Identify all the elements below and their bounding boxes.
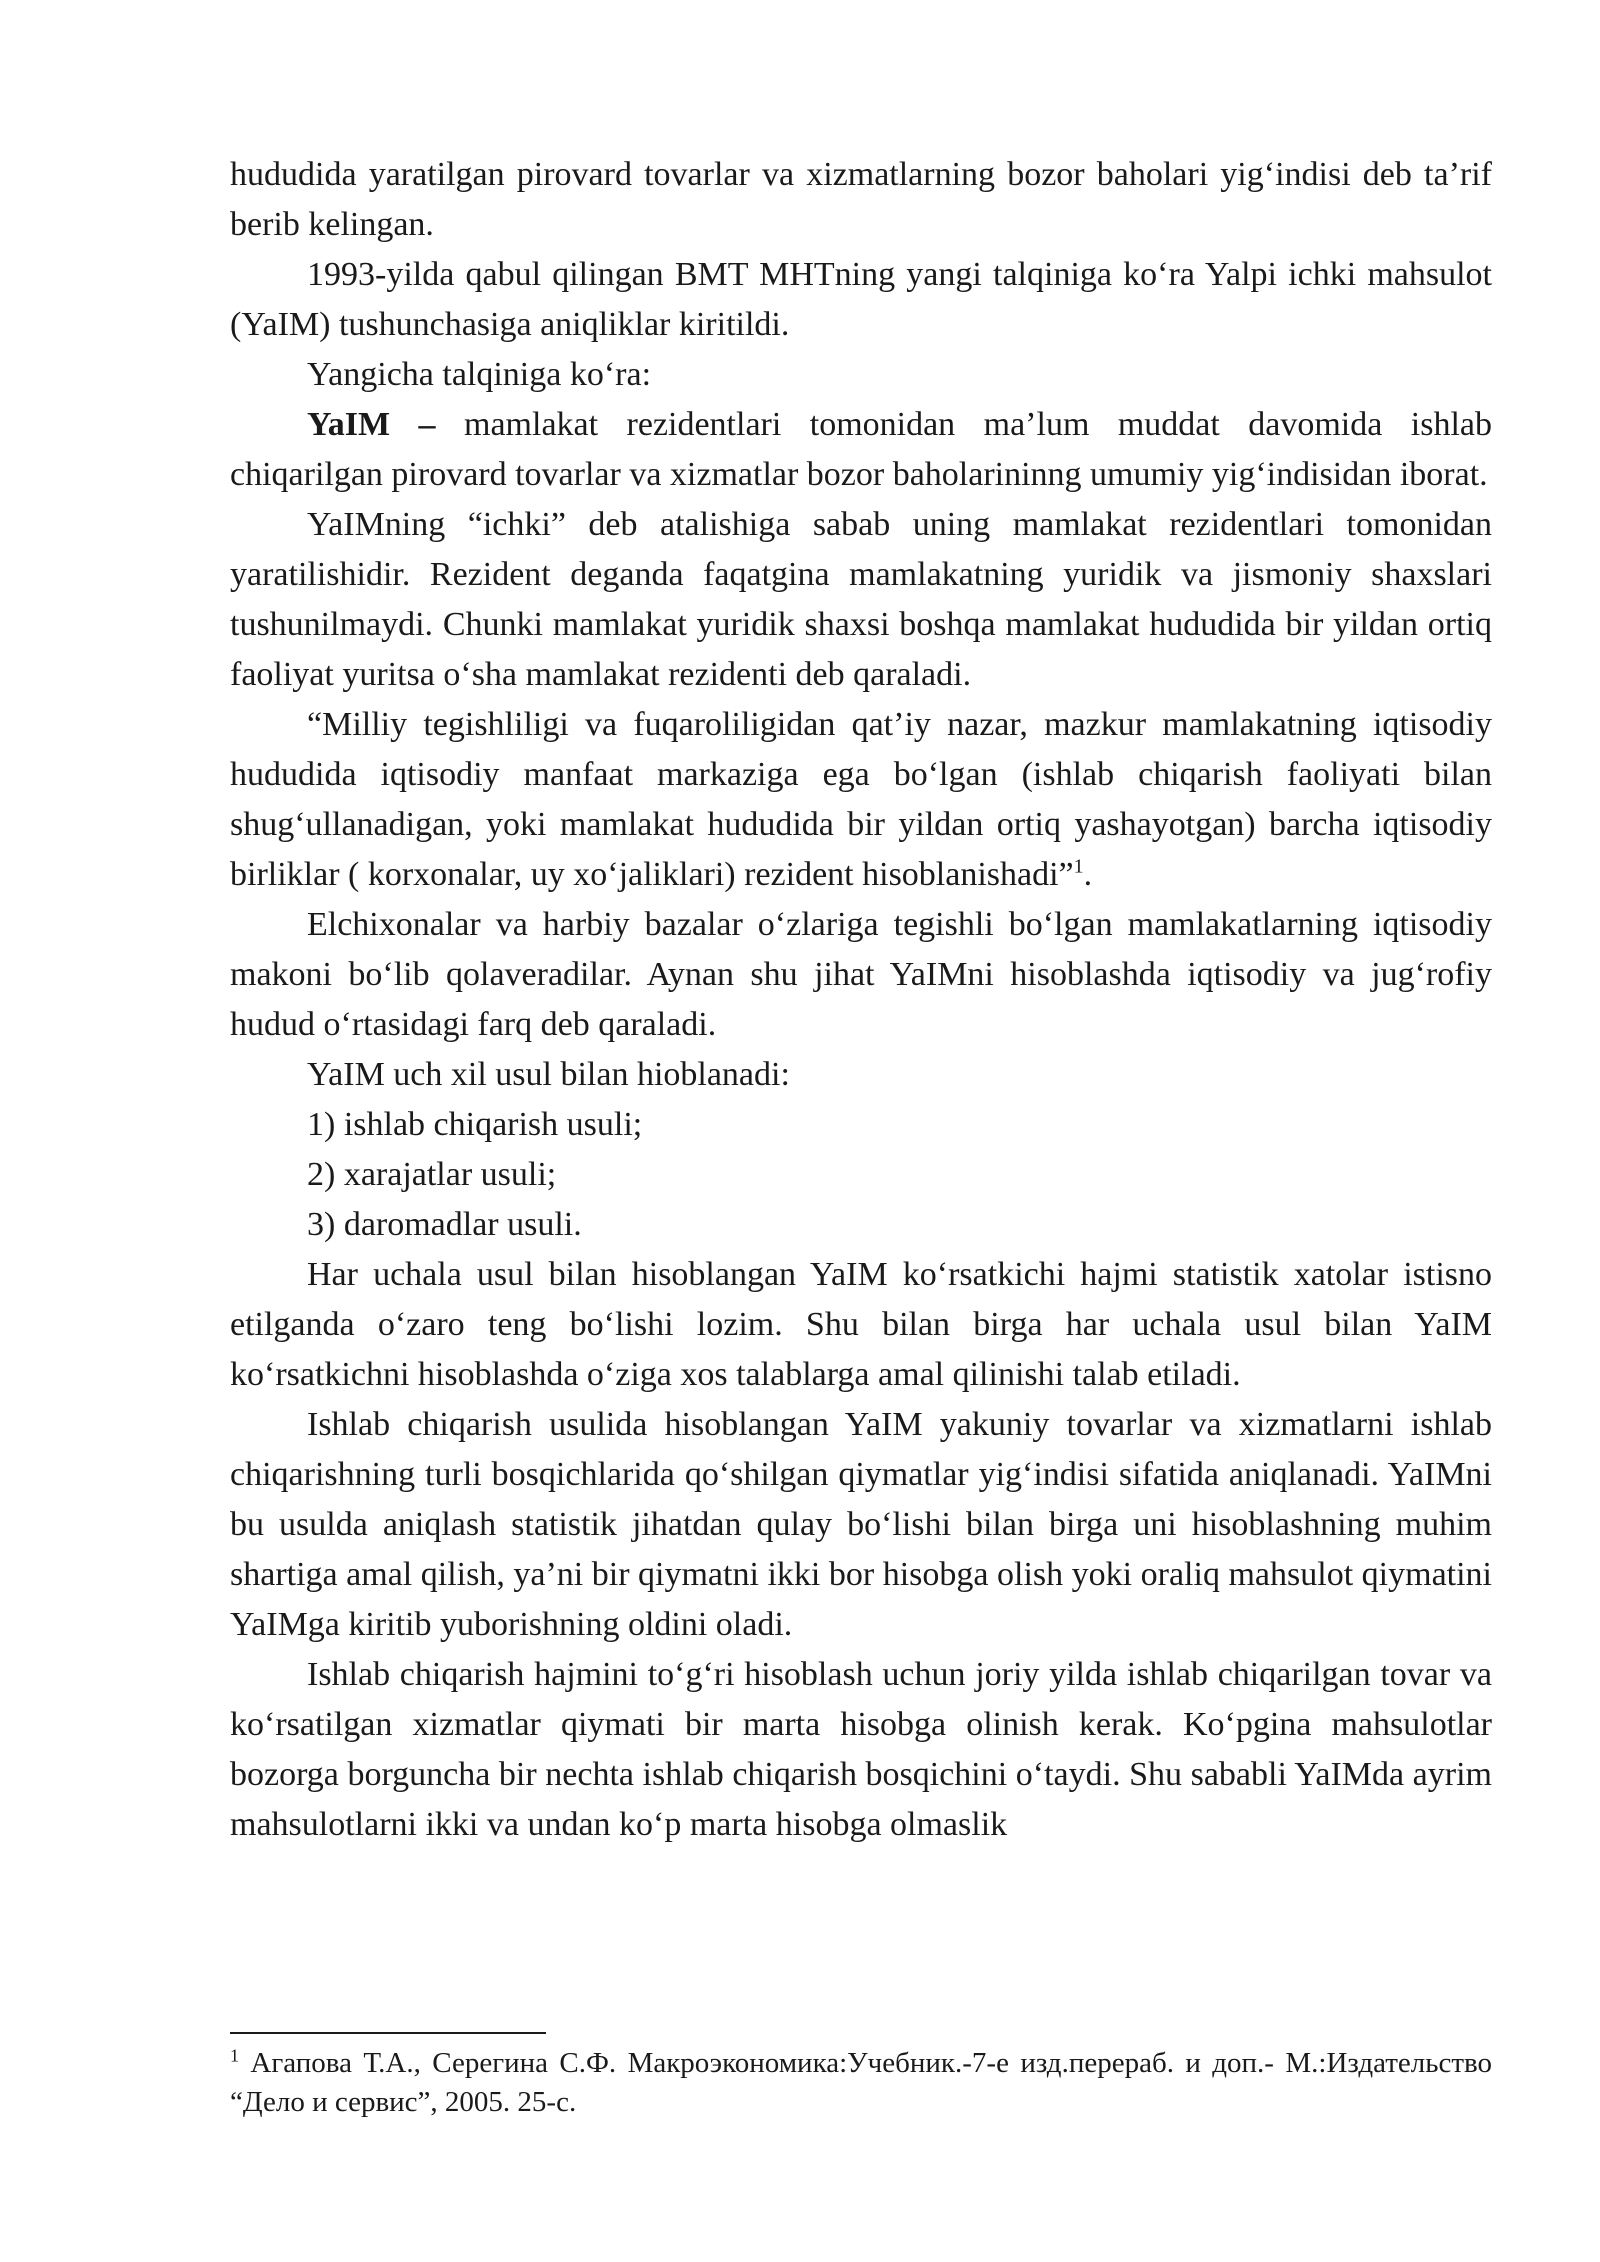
list-item: 2) xarajatlar usuli; xyxy=(307,1156,557,1193)
paragraph-continuation: hududida yaratilgan pirovard tovarlar va xizmatlarning bozor baholari yig‘indisi deb ta’rif berib kelingan. xyxy=(230,156,1492,243)
footnote-divider xyxy=(230,2032,546,2034)
paragraph-three-methods: YaIM uch xil usul bilan hioblanadi: xyxy=(307,1056,790,1093)
paragraph-bmt-definition: 1993-yilda qabul qilingan BMT MHTning yangi talqiniga ko‘ra Yalpi ichki mahsulot (YaIM) tushunchasiga aniqliklar kiritildi. xyxy=(230,256,1492,343)
footnote xyxy=(230,2044,1492,2122)
list-item: 1) ishlab chiqarish usuli; xyxy=(307,1106,643,1143)
list-item: 3) daromadlar usuli. xyxy=(307,1206,582,1243)
quote-text: “Milliy tegishliligi va fuqaroliligidan qat’iy nazar, mazkur mamlakatning iqtisodiy hududida iqtisodiy manfaat markaziga ega bo‘lgan (ishlab chiqarish faoliyati bilan shug‘ullanadigan, yoki mamlakat hududida bir yildan ortiq yashayotgan) barcha iqtisodiy birliklar ( korxonalar, uy xo‘jaliklari) rezident hisoblanishadi” xyxy=(230,706,1492,893)
paragraph-resident-quote xyxy=(230,700,1492,900)
paragraph-embassies: Elchixonalar va harbiy bazalar o‘zlariga tegishli bo‘lgan mamlakatlarning iqtisodiy makoni bo‘lib qolaveradilar. Aynan shu jihat YaIMni hisoblashda iqtisodiy va jug‘rofiy hudud o‘rtasidagi farq deb qaraladi. xyxy=(230,906,1492,1043)
quote-end: . xyxy=(1083,856,1093,893)
footnote-marker: 1 xyxy=(230,2045,239,2066)
paragraph-ichki-meaning: YaIMning “ichki” deb atalishiga sabab uning mamlakat rezidentlari tomonidan yaratilishidir. Rezident deganda faqatgina mamlakatning yuridik va jismoniy shaxslari tushunilmaydi. Chunki mamlakat yuridik shaxsi boshqa mamlakat hududida bir yildan ortiq faoliyat yuritsa o‘sha mamlakat rezidenti deb qaraladi. xyxy=(230,506,1492,693)
paragraph-production-method: Ishlab chiqarish usulida hisoblangan YaIM yakuniy tovarlar va xizmatlarni ishlab chiqarishning turli bosqichlarida qo‘shilgan qiymatlar yig‘indisi sifatida aniqlanadi. YaIMni bu usulda aniqlash statistik jihatdan qulay bo‘lishi bilan birga uni hisoblashning muhim shartiga amal qilish, ya’ni bir qiymatni ikki bor hisobga olish yoki oraliq mahsulot qiymatini YaIMga kiritib yuborishning oldini oladi. xyxy=(230,1406,1492,1643)
footnote-reference: 1 xyxy=(1073,855,1084,878)
definition-text: mamlakat rezidentlari tomonidan ma’lum muddat davomida ishlab chiqarilgan pirovard tovarlar va xizmatlar bozor baholarininng umumiy yig‘indisidan iborat. xyxy=(230,406,1492,493)
paragraph-yaim-definition xyxy=(230,400,1492,500)
footnote-text: Агапова Т.А., Серегина С.Ф. Макроэкономика:Учебник.-7-е изд.перераб. и доп.- М.:Издательство “Дело и сервис”, 2005. 25-с. xyxy=(230,2047,1492,2118)
document-body xyxy=(230,150,1492,1850)
paragraph-production-volume: Ishlab chiqarish hajmini to‘g‘ri hisoblash uchun joriy yilda ishlab chiqarilgan tovar va ko‘rsatilgan xizmatlar qiymati bir marta hisobga olinish kerak. Ko‘pgina mahsulotlar bozorga borguncha bir nechta ishlab chiqarish bosqichini o‘taydi. Shu sababli YaIMda ayrim mahsulotlarni ikki va undan ko‘p marta hisobga olmaslik xyxy=(230,1656,1492,1843)
paragraph-methods-equal: Har uchala usul bilan hisoblangan YaIM ko‘rsatkichi hajmi statistik xatolar istisno etilganda o‘zaro teng bo‘lishi lozim. Shu bilan birga har uchala usul bilan YaIM ko‘rsatkichni hisoblashda o‘ziga xos talablarga amal qilinishi talab etiladi. xyxy=(230,1256,1492,1393)
paragraph-new-interpretation: Yangicha talqiniga ko‘ra: xyxy=(307,356,652,393)
term-yaim: YaIM – xyxy=(307,406,436,443)
